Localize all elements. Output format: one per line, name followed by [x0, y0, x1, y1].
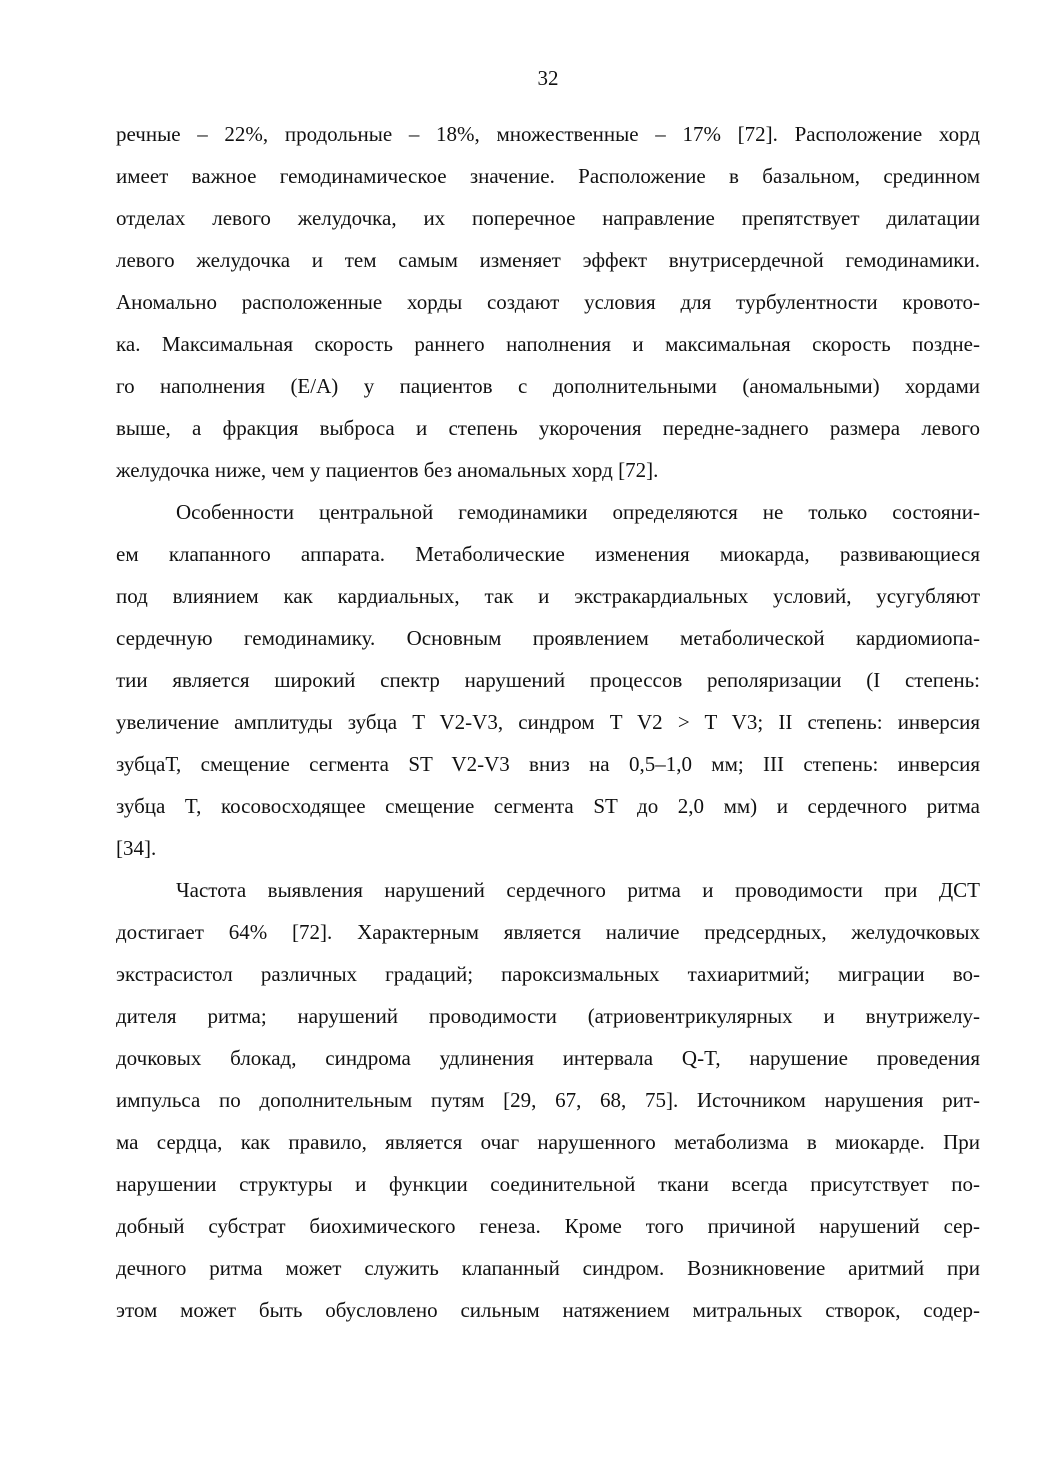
text-line: ка. Максимальная скорость раннего наполнения и максимальная скорость поздне- [116, 332, 980, 356]
text-line: Частота выявления нарушений сердечного ритма и проводимости при ДСТ [176, 878, 980, 902]
text-line: [34]. [116, 836, 157, 860]
paragraph-3 [116, 869, 980, 1331]
text-line: имеет важное гемодинамическое значение. Расположение в базальном, срединном [116, 164, 980, 188]
text-line: зубца T, косовосходящее смещение сегмента ST до 2,0 мм) и сердечного ритма [116, 794, 980, 818]
text-line: сердечную гемодинамику. Основным проявлением метаболической кардиомиопа- [116, 626, 980, 650]
text-line: достигает 64% [72]. Характерным является наличие предсердных, желудочковых [116, 920, 980, 944]
text-line: добный субстрат биохимического генеза. Кроме того причиной нарушений сер- [116, 1214, 980, 1238]
text-line: дочковых блокад, синдрома удлинения интервала Q-T, нарушение проведения [116, 1046, 980, 1070]
text-line: го наполнения (E/A) у пациентов с дополнительными (аномальными) хордами [116, 374, 980, 398]
text-line: речные – 22%, продольные – 18%, множественные – 17% [72]. Расположение хорд [116, 122, 980, 146]
text-line: левого желудочка и тем самым изменяет эффект внутрисердечной гемодинамики. [116, 248, 980, 272]
text-line: Аномально расположенные хорды создают условия для турбулентности кровото- [116, 290, 980, 314]
paragraph-2 [116, 491, 980, 869]
text-line: нарушении структуры и функции соединительной ткани всегда присутствует по- [116, 1172, 980, 1196]
text-line: импульса по дополнительным путям [29, 67, 68, 75]. Источником нарушения рит- [116, 1088, 980, 1112]
text-line: дителя ритма; нарушений проводимости (атриовентрикулярных и внутрижелу- [116, 1004, 980, 1028]
document-body [116, 113, 980, 1331]
text-line: экстрасистол различных градаций; пароксизмальных тахиаритмий; миграции во- [116, 962, 980, 986]
text-line: желудочка ниже, чем у пациентов без аномальных хорд [72]. [116, 458, 659, 482]
text-line: зубцаТ, смещение сегмента ST V2-V3 вниз на 0,5–1,0 мм; III степень: инверсия [116, 752, 980, 776]
text-line: дечного ритма может служить клапанный синдром. Возникновение аритмий при [116, 1256, 980, 1280]
text-line: отделах левого желудочка, их поперечное направление препятствует дилатации [116, 206, 980, 230]
text-line: под влиянием как кардиальных, так и экстракардиальных условий, усугубляют [116, 584, 980, 608]
paragraph-1 [116, 113, 980, 491]
text-line: этом может быть обусловлено сильным натяжением митральных створок, содер- [116, 1298, 980, 1322]
text-line: тии является широкий спектр нарушений процессов реполяризации (I степень: [116, 668, 980, 692]
page-number: 32 [537, 66, 559, 90]
text-line: увеличение амплитуды зубца T V2-V3, синдром T V2 > T V3; II степень: инверсия [116, 710, 980, 734]
text-line: ма сердца, как правило, является очаг нарушенного метаболизма в миокарде. При [116, 1130, 980, 1154]
text-line: Особенности центральной гемодинамики определяются не только состояни- [176, 500, 980, 524]
text-line: выше, а фракция выброса и степень укорочения передне-заднего размера левого [116, 416, 980, 440]
text-line: ем клапанного аппарата. Метаболические изменения миокарда, развивающиеся [116, 542, 980, 566]
